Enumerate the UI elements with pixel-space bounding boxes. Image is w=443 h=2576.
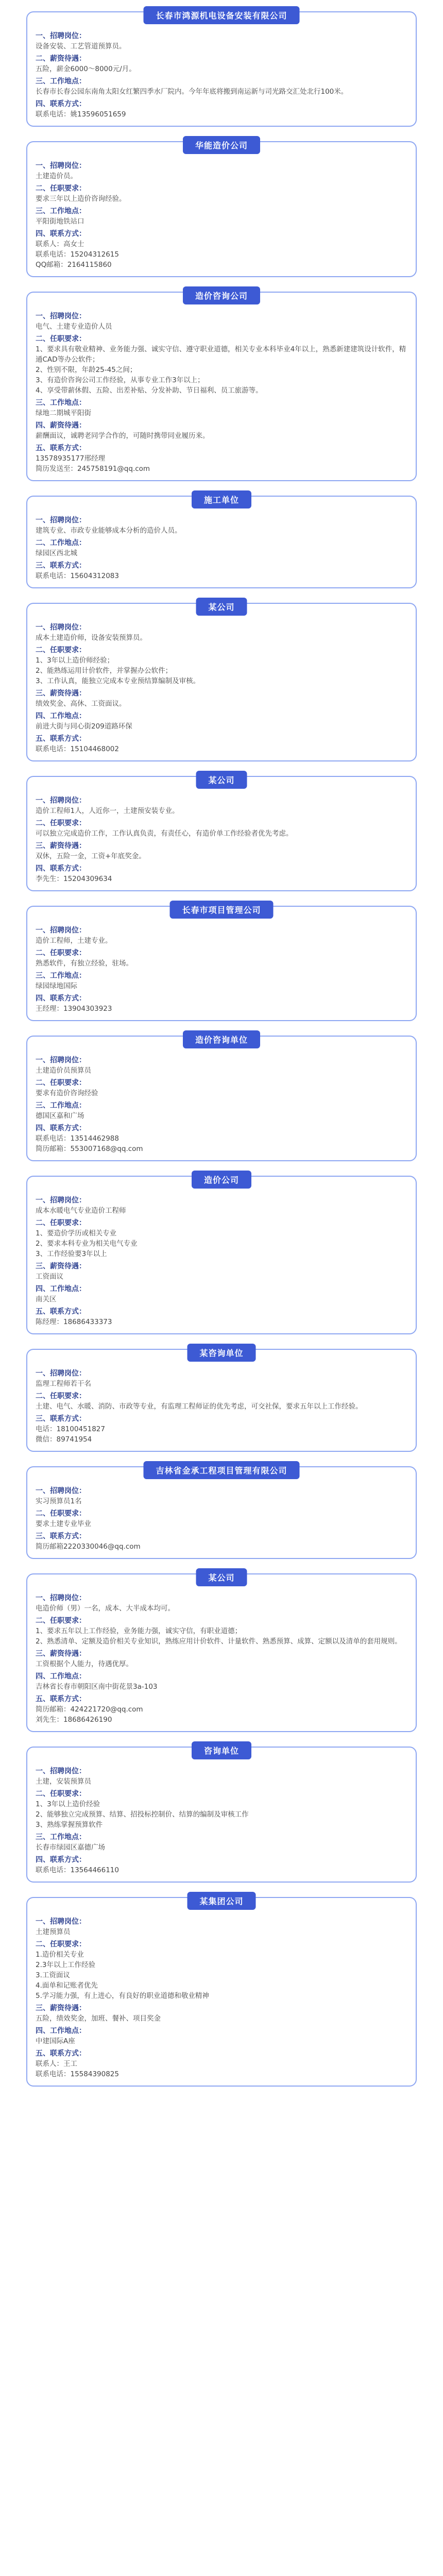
- section-heading: 一、招聘岗位：: [36, 1918, 86, 1926]
- company-title-badge: 某集团公司: [187, 1892, 255, 1910]
- section-heading: 二、任职要求：: [36, 1079, 86, 1087]
- section-text: QQ邮箱：2164115860: [36, 261, 112, 269]
- company-title-badge: 某咨询单位: [187, 1344, 255, 1362]
- section-text: 监理工程师若干名: [36, 1380, 91, 1388]
- section-heading: 五、联系方式：: [36, 1308, 86, 1316]
- section-heading: 五、联系方式：: [36, 444, 86, 452]
- section-heading: 四、联系方式：: [36, 100, 86, 108]
- job-card: [26, 1747, 417, 1883]
- section-text: 德国区嘉和广场: [36, 1112, 84, 1120]
- section-heading: 四、工作地点：: [36, 2027, 86, 2035]
- section-text: 成本土建造价师，设备安装预算员。: [36, 634, 147, 642]
- company-title-badge: 造价咨询公司: [183, 286, 260, 304]
- section-text: 联系人：高女士: [36, 240, 84, 248]
- section-text: 前进大街与同心街209道路环保: [36, 722, 132, 731]
- section-heading: 二、任职要求：: [36, 1617, 86, 1625]
- job-card: [26, 1897, 417, 2087]
- section-heading: 二、任职要求：: [36, 1510, 86, 1518]
- section-heading: 三、薪资待遇：: [36, 2004, 86, 2012]
- section-text: 1、要求具有敬业精神、业务能力强、诚实守信、遵守职业道德，相关专业本科毕业4年以上，熟悉新建建筑设计软件，精通CAD等办公软件；: [36, 345, 406, 364]
- section-text: 电话：18100451827: [36, 1425, 105, 1433]
- section-text: 土建造价员预算员: [36, 1066, 91, 1075]
- section-text: 电气、土建专业造价人员: [36, 323, 112, 331]
- section-heading: 一、招聘岗位：: [36, 312, 86, 320]
- section-text: 2、性别不限，年龄25-45之间；: [36, 366, 137, 374]
- section-text: 联系电话：15204312615: [36, 250, 119, 259]
- section-text: 4.面单和记账者优先: [36, 1981, 98, 1990]
- section-heading: 一、招聘岗位：: [36, 623, 86, 632]
- section-text: 吉林省长春市朝阳区南中街花景3a-103: [36, 1683, 158, 1691]
- section-text: 4、享受带薪休假、五险、出差补贴、分发补助、节日福利、员工旅游等。: [36, 386, 263, 395]
- section-text: 工资根据个人能力，待遇优厚。: [36, 1660, 133, 1668]
- section-heading: 三、薪资待遇：: [36, 1262, 86, 1270]
- section-heading: 五、联系方式：: [36, 1695, 86, 1703]
- section-heading: 三、联系方式：: [36, 562, 86, 570]
- section-heading: 四、联系方式：: [36, 994, 86, 1003]
- section-text: 造价工程师1人，人近你一，土建预安装专业。: [36, 807, 179, 815]
- section-text: 联系电话：15584390825: [36, 2070, 119, 2078]
- section-heading: 二、薪资待遇：: [36, 55, 86, 63]
- section-text: 土建、电气、水暖、消防、市政等专业，有监理工程师证的优先考虑，可交社保，要求五年以上工作经验。: [36, 1402, 363, 1411]
- section-heading: 四、薪资待遇：: [36, 421, 86, 430]
- job-card: [26, 776, 417, 891]
- section-text: 要求有造价咨询经验: [36, 1089, 98, 1097]
- section-text: 联系电话：15104468002: [36, 745, 119, 753]
- section-heading: 四、联系方式：: [36, 865, 86, 873]
- section-heading: 二、工作地点：: [36, 539, 86, 547]
- section-heading: 一、招聘岗位：: [36, 1056, 86, 1064]
- section-text: 5.学习能力强，有上进心，有良好的职业道德和敬业精神: [36, 1992, 209, 2000]
- company-title-badge: 施工单位: [192, 490, 251, 509]
- section-text: 平阳街地铁站口: [36, 217, 84, 226]
- section-text: 要求土建专业毕业: [36, 1520, 91, 1528]
- section-heading: 二、任职要求：: [36, 1790, 86, 1798]
- company-title-badge: 造价公司: [192, 1171, 251, 1189]
- section-text: 土建，安装预算员: [36, 1777, 91, 1786]
- section-heading: 三、工作地点：: [36, 1833, 86, 1841]
- section-heading: 一、招聘岗位：: [36, 1196, 86, 1205]
- section-text: 3、熟练掌握预算软件: [36, 1821, 103, 1829]
- section-text: 联系电话：姚13596051659: [36, 110, 126, 118]
- section-heading: 三、联系方式：: [36, 1415, 86, 1423]
- job-card: [26, 1573, 417, 1732]
- section-text: 2.3年以上工作经验: [36, 1961, 95, 1969]
- section-heading: 一、招聘岗位：: [36, 1767, 86, 1775]
- section-text: 联系人：王工: [36, 2060, 77, 2068]
- section-heading: 二、任职要求：: [36, 646, 86, 654]
- section-heading: 四、联系方式：: [36, 230, 86, 238]
- section-heading: 三、薪资待遇：: [36, 689, 86, 698]
- company-title-badge: 某公司: [196, 771, 247, 789]
- section-text: 王经理：13904303923: [36, 1005, 112, 1013]
- section-text: 简历邮箱：424221720@qq.com: [36, 1705, 143, 1714]
- job-card: [26, 906, 417, 1021]
- section-text: 联系电话：15604312083: [36, 572, 119, 580]
- section-text: 长春市绿园区嘉德广场: [36, 1843, 105, 1852]
- section-text: 陈经理：18686433373: [36, 1318, 112, 1326]
- section-text: 绿园绿地国际: [36, 982, 77, 990]
- section-text: 五险，薪金6000～8000元/月。: [36, 65, 136, 73]
- company-title-badge: 造价咨询单位: [183, 1030, 260, 1048]
- section-text: 绿园区西北城: [36, 549, 77, 557]
- section-heading: 二、任职要求：: [36, 335, 86, 343]
- section-text: 微信：89741954: [36, 1435, 92, 1444]
- section-text: 绿地二期城平阳街: [36, 409, 91, 417]
- company-title-badge: 某公司: [196, 1568, 247, 1586]
- section-text: 熟悉软件，有独立经验，驻场。: [36, 959, 133, 968]
- section-text: 简历发送至：245758191@qq.com: [36, 465, 150, 473]
- section-heading: 三、工作地点：: [36, 1101, 86, 1110]
- job-card: [26, 11, 417, 127]
- section-text: 设备安装、工艺管道预算员。: [36, 42, 126, 50]
- company-title-badge: 长春市鸿源机电设备安装有限公司: [143, 6, 299, 24]
- section-heading: 四、工作地点：: [36, 1285, 86, 1293]
- section-heading: 二、任职要求：: [36, 949, 86, 957]
- job-card: [26, 1036, 417, 1161]
- section-heading: 一、招聘岗位：: [36, 796, 86, 805]
- section-text: 中建国际A座: [36, 2037, 75, 2045]
- section-text: 3、工作经验要3年以上: [36, 1250, 107, 1258]
- section-text: 1、要求五年以上工作经验，业务能力强，诚实守信，有职业道德；: [36, 1627, 242, 1635]
- section-heading: 二、任职要求：: [36, 1392, 86, 1400]
- section-text: 长春市长春公园东南角太阳女红繁四季水厂院内。今年年底将搬到南运新与司光路交汇处北行100米。: [36, 88, 348, 96]
- section-heading: 三、工作地点：: [36, 399, 86, 407]
- section-heading: 一、招聘岗位：: [36, 516, 86, 524]
- job-card: [26, 1466, 417, 1559]
- section-text: 薪酬面议，诚聘老同学合作的，可随时携带同业履历来。: [36, 432, 210, 440]
- section-text: 工资面议: [36, 1273, 63, 1281]
- company-title-badge: 吉林省金承工程项目管理有限公司: [143, 1461, 299, 1479]
- section-text: 实习预算员1名: [36, 1497, 82, 1505]
- section-heading: 四、工作地点：: [36, 712, 86, 720]
- section-heading: 一、招聘岗位：: [36, 32, 86, 40]
- job-card: [26, 141, 417, 277]
- section-text: 联系电话：13514462988: [36, 1134, 119, 1143]
- section-heading: 二、任职要求：: [36, 1940, 86, 1948]
- job-card: [26, 1349, 417, 1452]
- section-text: 2、熟悉清单、定额及造价相关专业知识，熟练应用计价软件、计量软件、熟悉预算、成算、定额以及清单的套用规则。: [36, 1637, 402, 1646]
- section-text: 联系电话：13564466110: [36, 1866, 119, 1874]
- section-text: 南关区: [36, 1295, 57, 1303]
- job-card: [26, 292, 417, 481]
- section-text: 刘先生：18686426190: [36, 1716, 112, 1724]
- section-text: 可以独立完成造价工作，工作认真负责，有责任心，有造价单工作经验者优先考虑。: [36, 829, 293, 838]
- section-text: 李先生：15204309634: [36, 875, 112, 883]
- section-text: 3.工资面议: [36, 1971, 70, 1979]
- job-card: [26, 496, 417, 588]
- section-text: 1、要造价学历或相关专业: [36, 1229, 117, 1238]
- section-heading: 一、招聘岗位：: [36, 926, 86, 935]
- section-heading: 三、工作地点：: [36, 207, 86, 215]
- section-heading: 五、联系方式：: [36, 735, 86, 743]
- section-heading: 四、工作地点：: [36, 1672, 86, 1681]
- section-text: 要求三年以上造价咨询经验。: [36, 195, 126, 203]
- section-text: 1、3年以上造价师经验；: [36, 656, 114, 665]
- section-text: 3、有造价咨询公司工作经验，从事专业工作3年以上；: [36, 376, 205, 384]
- section-text: 简历邮箱：553007168@qq.com: [36, 1145, 143, 1153]
- company-title-badge: 某公司: [196, 598, 247, 616]
- company-title-badge: 华能造价公司: [183, 136, 260, 154]
- section-text: 电造价师（男）一名，成本、大半成本均可。: [36, 1604, 175, 1613]
- section-text: 五险，绩效奖金，加班、餐补、项目奖金: [36, 2014, 161, 2023]
- section-text: 13578935177邢经理: [36, 454, 105, 463]
- section-text: 双休，五险一金，工资+年底奖金。: [36, 852, 146, 860]
- section-heading: 三、工作地点：: [36, 972, 86, 980]
- section-text: 2、能熟练运用计价软件，并掌握办公软件；: [36, 667, 173, 675]
- section-heading: 四、联系方式：: [36, 1124, 86, 1132]
- section-text: 2、能够独立完成预算、结算、招投标控制价、结算的编制及审核工作: [36, 1810, 249, 1819]
- section-text: 简历邮箱2220330046@qq.com: [36, 1543, 141, 1551]
- section-text: 建筑专业、市政专业能够成本分析的造价人员。: [36, 527, 182, 535]
- section-text: 土建预算员: [36, 1928, 71, 1936]
- section-heading: 一、招聘岗位：: [36, 1594, 86, 1602]
- section-heading: 五、联系方式：: [36, 2049, 86, 2058]
- section-text: 1、3年以上造价经验: [36, 1800, 100, 1808]
- section-text: 造价工程师，土建专业。: [36, 937, 112, 945]
- section-text: 绩效奖金、高休、工资面议。: [36, 700, 126, 708]
- company-title-badge: 长春市项目管理公司: [169, 901, 273, 919]
- section-heading: 四、联系方式：: [36, 1856, 86, 1864]
- section-text: 2、要求本科专业为相关电气专业: [36, 1240, 138, 1248]
- section-heading: 二、任职要求：: [36, 1219, 86, 1227]
- section-text: 成本水暖电气专业造价工程师: [36, 1207, 126, 1215]
- section-heading: 一、招聘岗位：: [36, 1487, 86, 1495]
- section-heading: 二、任职要求：: [36, 184, 86, 193]
- section-text: 土建造价员。: [36, 172, 77, 180]
- section-heading: 三、工作地点：: [36, 77, 86, 86]
- job-card: [26, 603, 417, 761]
- section-heading: 一、招聘岗位：: [36, 162, 86, 170]
- section-heading: 一、招聘岗位：: [36, 1369, 86, 1378]
- section-heading: 三、薪资待遇：: [36, 1650, 86, 1658]
- section-heading: 三、联系方式：: [36, 1532, 86, 1540]
- company-title-badge: 咨询单位: [192, 1741, 251, 1759]
- section-heading: 三、薪资待遇：: [36, 842, 86, 850]
- job-card: [26, 1176, 417, 1334]
- section-heading: 二、任职要求：: [36, 819, 86, 827]
- section-text: 1.造价相关专业: [36, 1951, 84, 1959]
- section-text: 3、工作认真，能独立完成本专业预结算编制及审核。: [36, 677, 200, 685]
